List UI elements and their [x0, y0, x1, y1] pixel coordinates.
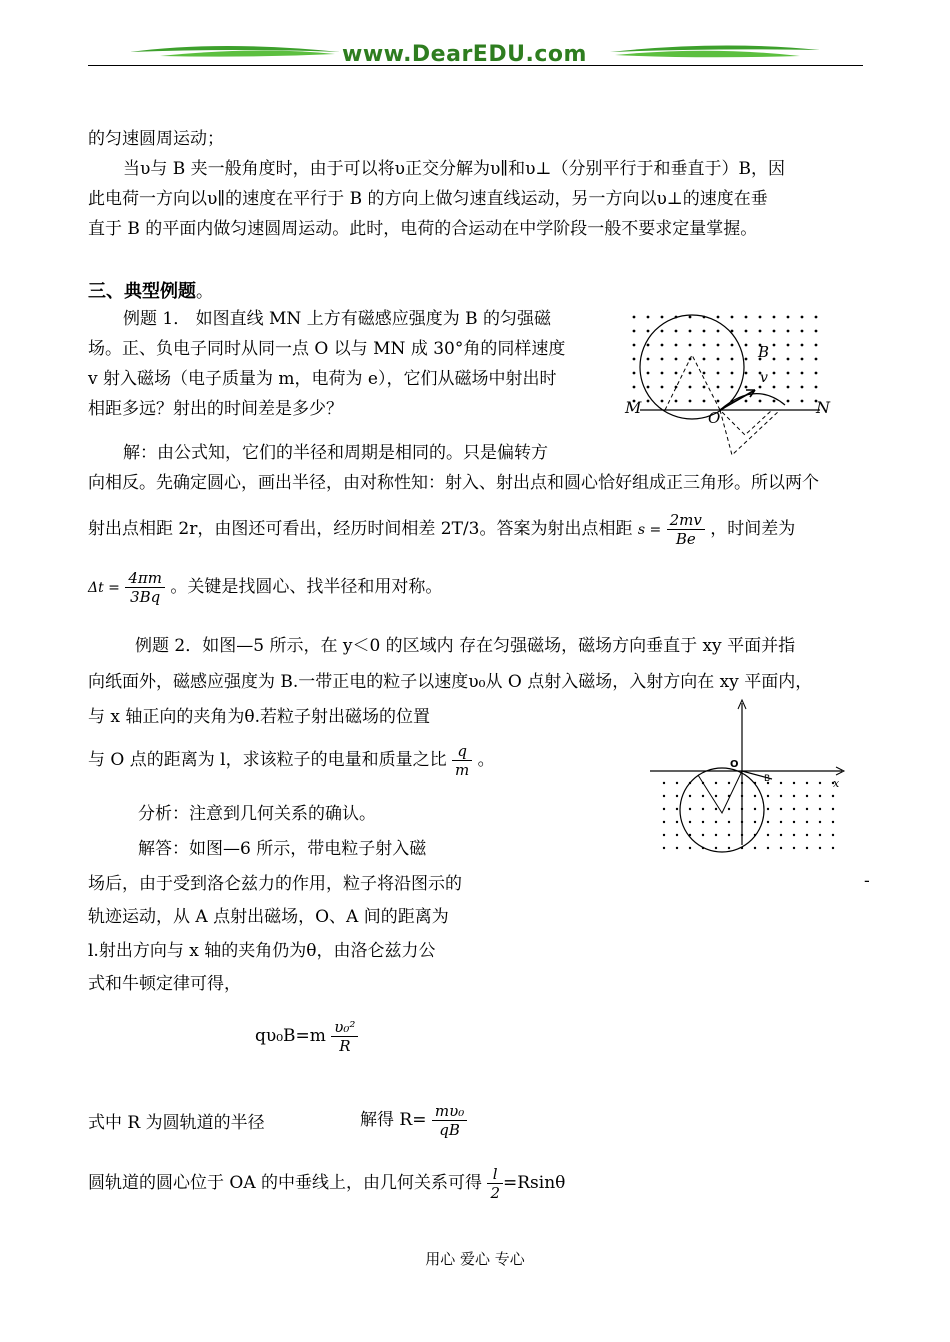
field-dot [675, 330, 678, 333]
field-dot [780, 795, 782, 797]
label-n: N [816, 398, 830, 417]
fraction [667, 511, 705, 548]
fraction [487, 1165, 503, 1202]
body-line: 的匀速圆周运动； [88, 129, 224, 149]
field-dot [647, 358, 650, 361]
equation-text: 解得 R= [360, 1110, 427, 1130]
field-dot [717, 372, 720, 375]
field-dot [661, 372, 664, 375]
field-dot [689, 330, 692, 333]
field-dot [793, 795, 795, 797]
radius-lines [698, 771, 742, 813]
section-heading [88, 277, 213, 303]
example2-line: 向纸面外，磁感应强度为 B.一带正电的粒子以速度υ₀从 O 点射入磁场，入射方向在 xy 平面内， [88, 672, 813, 692]
formula-lhs: s = [637, 522, 662, 538]
field-dot [754, 821, 756, 823]
field-dot [767, 795, 769, 797]
fraction [331, 1018, 358, 1055]
example1-line: 场。正、负电子同时从同一点 O 以与 MN 成 30°角的同样速度 [88, 339, 566, 359]
example1-line: 例题 1． 如图直线 MN 上方有磁感应强度为 B 的匀强磁 [123, 309, 552, 329]
label-b: B [758, 343, 770, 361]
field-dot [801, 330, 804, 333]
site-logo: www.DearEDU.com [342, 42, 587, 67]
distance-formula [637, 511, 710, 548]
field-dot [787, 358, 790, 361]
field-dot [745, 316, 748, 319]
field-dot [703, 344, 706, 347]
fraction-denominator: R [339, 1037, 351, 1055]
example2-line: 与 x 轴正向的夹角为θ.若粒子射出磁场的位置 [88, 707, 431, 727]
field-dot [661, 316, 664, 319]
field-dot [661, 386, 664, 389]
field-dot [787, 400, 790, 403]
solution1-line [88, 569, 442, 606]
fraction [125, 569, 165, 606]
equation-text: qυ₀B=m [255, 1026, 326, 1046]
field-dot [661, 358, 664, 361]
fraction-numerator: l [487, 1165, 503, 1184]
answer-line: 场后，由于受到洛仑兹力的作用，粒子将沿图示的 [88, 874, 462, 894]
field-dot [661, 330, 664, 333]
label-o: O [708, 409, 721, 427]
field-dot [647, 372, 650, 375]
field-dot [745, 386, 748, 389]
field-dot [793, 782, 795, 784]
field-dot [675, 400, 678, 403]
answer-line: 轨迹运动，从 A 点射出磁场，O、A 间的距离为 [88, 907, 449, 927]
field-dot [702, 808, 704, 810]
field-dot [767, 821, 769, 823]
fraction-denominator: qB [439, 1121, 460, 1139]
example1-line: 相距多远？射出的时间差是多少？ [88, 399, 343, 419]
field-dot [773, 400, 776, 403]
field-dot [731, 386, 734, 389]
field-dot [633, 386, 636, 389]
field-dot [780, 834, 782, 836]
field-dot [715, 808, 717, 810]
field-dot [806, 808, 808, 810]
field-dot [717, 316, 720, 319]
field-dot [689, 400, 692, 403]
field-dot [661, 400, 664, 403]
field-dot [754, 808, 756, 810]
field-dot [801, 316, 804, 319]
field-dot [676, 782, 678, 784]
field-dot [663, 834, 665, 836]
solution1-text: 。关键是找圆心、找半径和用对称。 [170, 577, 443, 597]
field-dot [832, 808, 834, 810]
field-dot [703, 372, 706, 375]
solution1-line: 向相反。先确定圆心，画出半径，由对称性知：射入、射出点和圆心恰好组成正三角形。所以两个 [88, 473, 819, 493]
field-dot [819, 847, 821, 849]
field-dot [715, 821, 717, 823]
field-dot [663, 795, 665, 797]
field-dot [773, 330, 776, 333]
field-dot [780, 847, 782, 849]
field-dot [676, 808, 678, 810]
field-dot [801, 400, 804, 403]
field-dot [815, 344, 818, 347]
field-dot [759, 330, 762, 333]
body-line: 直于 B 的平面内做匀速圆周运动。此时，电荷的合运动在中学阶段一般不要求定量掌握。 [88, 219, 758, 239]
field-dot [815, 358, 818, 361]
field-dot [745, 400, 748, 403]
answer-line: 解答：如图—6 所示，带电粒子射入磁 [138, 839, 427, 859]
answer-line: 式和牛顿定律可得， [88, 974, 241, 994]
field-dot [675, 344, 678, 347]
field-dot [773, 386, 776, 389]
fraction-denominator: 2 [490, 1184, 500, 1202]
field-dot [689, 847, 691, 849]
formula-lhs: Δt = [88, 580, 120, 596]
field-dot [703, 386, 706, 389]
field-dot [801, 372, 804, 375]
equation-text: =Rsinθ [502, 1173, 566, 1193]
field-dot [745, 372, 748, 375]
field-dot [793, 847, 795, 849]
field-dot [801, 386, 804, 389]
field-dot [731, 344, 734, 347]
field-dot [647, 316, 650, 319]
field-dot [703, 358, 706, 361]
section-title: 三、典型例题 [88, 281, 196, 302]
label-v: v [760, 370, 768, 386]
field-dot [689, 316, 692, 319]
field-dot [717, 330, 720, 333]
field-dot [728, 834, 730, 836]
example2-text: 。 [477, 750, 495, 770]
body-line: 当υ与 B 夹一般角度时，由于可以将υ正交分解为υ∥和υ⊥（分别平行于和垂直于）B，因 [123, 159, 785, 179]
field-dot [745, 358, 748, 361]
field-dot [703, 330, 706, 333]
field-dot [815, 330, 818, 333]
triangle-lines [720, 410, 780, 455]
field-dot [647, 344, 650, 347]
solution1-line [88, 511, 795, 548]
fraction-numerator: q [452, 742, 472, 761]
field-dot [759, 316, 762, 319]
equation-text: 圆轨道的圆心位于 OA 的中垂线上，由几何关系可得 [88, 1173, 483, 1193]
time-formula [88, 569, 170, 606]
field-dot [780, 782, 782, 784]
field-dot [832, 795, 834, 797]
field-dot [675, 358, 678, 361]
field-dot [702, 834, 704, 836]
field-dot [728, 847, 730, 849]
field-dot [647, 330, 650, 333]
field-dot [689, 344, 692, 347]
field-dot [676, 847, 678, 849]
field-dot [754, 795, 756, 797]
field-dot [793, 834, 795, 836]
field-dot [780, 821, 782, 823]
label-o: O [730, 759, 739, 770]
field-dot [787, 386, 790, 389]
fraction-denominator: 3Bq [130, 588, 161, 606]
equation-geometry [88, 1165, 565, 1202]
equation-radius [360, 1102, 467, 1139]
field-dot [832, 834, 834, 836]
particle-orbit [680, 768, 764, 852]
fraction-denominator: Be [675, 530, 696, 548]
field-dot [663, 847, 665, 849]
field-dot [689, 795, 691, 797]
field-dot [715, 834, 717, 836]
field-dot [819, 808, 821, 810]
field-dot [676, 795, 678, 797]
field-dot [689, 372, 692, 375]
field-dot [819, 782, 821, 784]
field-dot [731, 316, 734, 319]
field-dot [793, 808, 795, 810]
field-dot [728, 782, 730, 784]
fraction [432, 1102, 467, 1139]
field-dot [731, 372, 734, 375]
field-dot [806, 782, 808, 784]
field-dot [633, 372, 636, 375]
solution1-text: ，时间差为 [710, 519, 796, 539]
body-line: 此电荷一方向以υ∥的速度在平行于 B 的方向上做匀速直线运动，另一方向以υ⊥的速度在垂 [88, 189, 768, 209]
field-dot [815, 386, 818, 389]
field-dot [773, 372, 776, 375]
field-dot [832, 847, 834, 849]
field-dots [663, 782, 834, 849]
field-dot [806, 795, 808, 797]
field-dot [702, 795, 704, 797]
field-dot [647, 400, 650, 403]
field-dot [819, 821, 821, 823]
field-dot [806, 834, 808, 836]
field-dot [773, 316, 776, 319]
field-dot [715, 795, 717, 797]
label-m: M [625, 398, 642, 417]
field-dot [676, 834, 678, 836]
analysis-line: 分析：注意到几何关系的确认。 [138, 804, 376, 824]
field-dot [715, 782, 717, 784]
field-dot [787, 344, 790, 347]
label-x: x [833, 777, 840, 790]
electron-arc [720, 394, 785, 410]
field-dot [633, 316, 636, 319]
example2-line [88, 742, 495, 779]
field-dot [663, 782, 665, 784]
field-dot [773, 344, 776, 347]
fraction-numerator: mυ₀ [432, 1102, 467, 1121]
solution1-text: 射出点相距 2r，由图还可看出，经历时间相差 2T/3。答案为射出点相距 [88, 519, 633, 539]
field-dot [745, 344, 748, 347]
field-dot [689, 808, 691, 810]
field-dot [767, 834, 769, 836]
example1-line: v 射入磁场（电子质量为 m，电荷为 e），它们从磁场中射出时 [88, 369, 557, 389]
field-dot [633, 358, 636, 361]
field-dots [633, 316, 818, 403]
field-dot [689, 386, 692, 389]
field-dot [676, 821, 678, 823]
field-dot [703, 400, 706, 403]
field-dot [745, 330, 748, 333]
section-title-dot: 。 [196, 282, 213, 302]
field-dot [633, 344, 636, 347]
field-dot [819, 795, 821, 797]
field-dot [633, 330, 636, 333]
field-dot [806, 821, 808, 823]
stray-mark: - [864, 871, 870, 891]
fraction [452, 742, 472, 779]
field-dot [717, 400, 720, 403]
field-dot [767, 847, 769, 849]
equation-lorentz [255, 1018, 358, 1055]
field-dot [754, 847, 756, 849]
field-dot [717, 358, 720, 361]
field-dot [731, 358, 734, 361]
field-dot [759, 400, 762, 403]
answer-line: l.射出方向与 x 轴的夹角仍为θ，由洛仑兹力公 [88, 941, 436, 961]
field-dot [717, 386, 720, 389]
field-dot [663, 808, 665, 810]
field-dot [801, 358, 804, 361]
label-b: B [764, 774, 771, 784]
field-dot [806, 847, 808, 849]
field-dot [717, 344, 720, 347]
figure2-particle-orbit-diagram [650, 695, 850, 857]
field-dot [819, 834, 821, 836]
field-dot [661, 344, 664, 347]
example2-text: 与 O 点的距离为 l，求该粒子的电量和质量之比 [88, 750, 447, 770]
figure1-magnetic-field-diagram [620, 305, 835, 465]
field-dot [715, 847, 717, 849]
field-dot [689, 821, 691, 823]
field-dot [832, 821, 834, 823]
field-dot [780, 808, 782, 810]
solution1-line: 解：由公式知，它们的半径和周期是相同的。只是偏转方 [123, 443, 548, 463]
field-dot [815, 316, 818, 319]
field-dot [663, 821, 665, 823]
example2-line: 例题 2．如图—5 所示，在 y＜0 的区域内 存在匀强磁场，磁场方向垂直于 xy 平面并指 [135, 636, 796, 656]
field-dot [801, 344, 804, 347]
page-footer: 用心 爱心 专心 [425, 1250, 525, 1268]
header-rule [88, 65, 863, 66]
field-dot [787, 372, 790, 375]
equation-radius-caption: 式中 R 为圆轨道的半径 [88, 1113, 265, 1133]
field-dot [702, 821, 704, 823]
fraction-numerator: υ₀² [331, 1018, 358, 1037]
field-dot [647, 386, 650, 389]
field-dot [793, 821, 795, 823]
field-dot [728, 821, 730, 823]
field-dot [773, 358, 776, 361]
field-dot [787, 316, 790, 319]
field-dot [759, 386, 762, 389]
field-dot [767, 808, 769, 810]
field-dot [728, 808, 730, 810]
fraction-numerator: 2mv [667, 511, 705, 530]
field-dot [787, 330, 790, 333]
fraction-numerator: 4πm [125, 569, 165, 588]
field-dot [675, 372, 678, 375]
field-dot [815, 372, 818, 375]
fraction-denominator: m [455, 761, 470, 779]
